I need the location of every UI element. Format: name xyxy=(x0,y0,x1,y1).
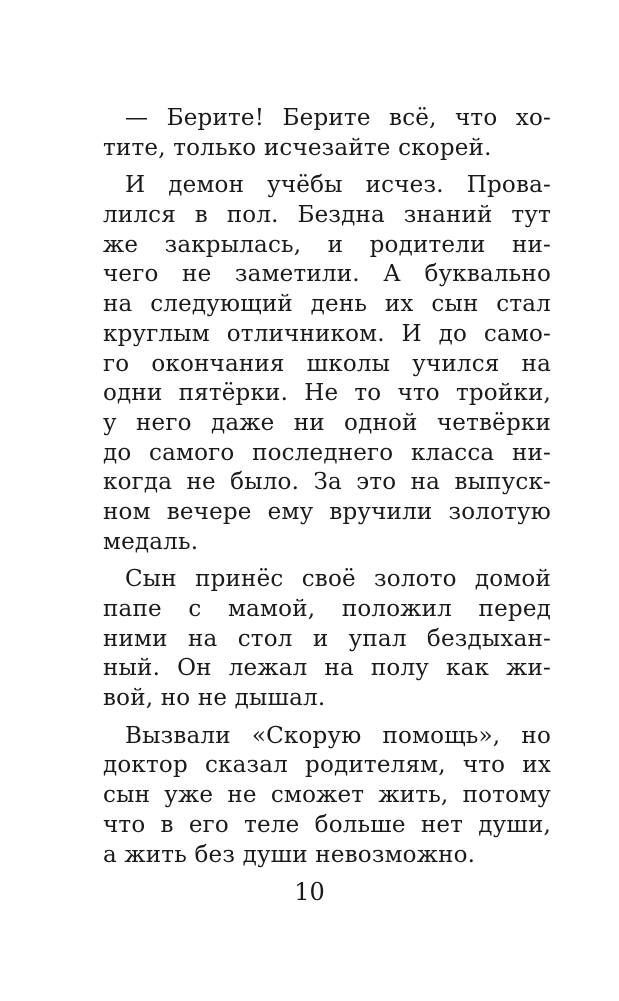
paragraph-2 xyxy=(103,171,551,557)
text-line: одни пятёрки. Не то что тройки, xyxy=(103,380,551,407)
text-line: ный. Он лежал на полу как жи- xyxy=(103,655,551,682)
text-line: лился в пол. Бездна знаний тут xyxy=(103,202,551,229)
text-line: ном вечере ему вручили золотую xyxy=(103,498,551,525)
page-number: 10 xyxy=(294,878,325,906)
text-line: а жить без души невозможно. xyxy=(103,841,476,868)
text-line: чего не заметили. А буквально xyxy=(103,261,551,288)
text-line: у него даже ни одной четвёрки xyxy=(103,409,551,436)
text-line: Сын принёс своё золото домой xyxy=(125,566,551,593)
text-line: доктор сказал родителям, что их xyxy=(103,752,551,779)
text-line: же закрылась, и родители ни- xyxy=(103,231,551,258)
text-line: круглым отличником. И до само- xyxy=(103,320,551,347)
text-line: до самого последнего класса ни- xyxy=(103,439,551,466)
text-line: го окончания школы учился на xyxy=(103,350,551,377)
text-line: что в его теле больше нет души, xyxy=(103,811,551,838)
text-line: И демон учёбы исчез. Прова- xyxy=(125,172,551,199)
text-line: сын уже не сможет жить, потому xyxy=(103,782,551,809)
text-line: медаль. xyxy=(103,528,199,555)
paragraph-3 xyxy=(103,565,551,713)
text-line: на следующий день их сын стал xyxy=(103,291,551,318)
paragraph-4 xyxy=(103,722,551,870)
page-body-text xyxy=(103,104,551,870)
text-line: ними на стол и упал бездыхан- xyxy=(103,625,551,652)
text-line: вой, но не дышал. xyxy=(103,685,326,712)
text-line: — Берите! Берите всё, что хо- xyxy=(125,105,551,131)
text-line: когда не было. За это на выпуск- xyxy=(103,469,551,496)
text-line: папе с мамой, положил перед xyxy=(103,596,551,622)
paragraph-1 xyxy=(103,104,551,163)
text-line: тите, только исчезайте скорей. xyxy=(103,134,492,161)
text-line: Вызвали «Скорую помощь», но xyxy=(125,722,551,749)
